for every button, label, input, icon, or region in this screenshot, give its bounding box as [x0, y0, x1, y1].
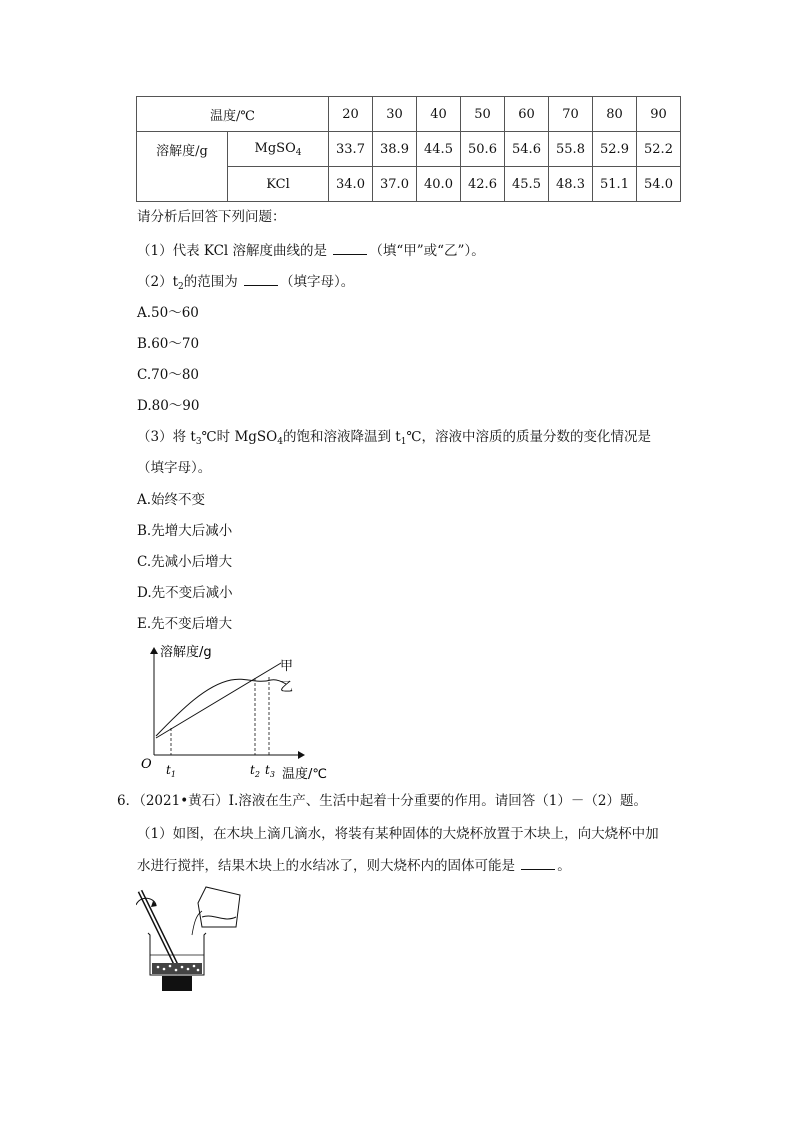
value-cell: 55.8: [549, 132, 593, 167]
solubility-graph: [136, 640, 356, 785]
option-item: D.80～90: [137, 398, 200, 414]
value-cell: 54.0: [637, 167, 681, 202]
temp-cell: 30: [373, 97, 417, 132]
option-item: B.60～70: [137, 336, 200, 352]
question-1: （1）代表 KCl 溶解度曲线的是 （填“甲”或“乙”）。: [137, 240, 485, 261]
curve-jia: [156, 663, 281, 738]
t3-label: $t_3$: [265, 763, 275, 779]
t1-label: $t_1$: [166, 763, 176, 779]
stirring-rod-icon: [140, 891, 180, 973]
question-6-part1: （1）如图，在木块上滴几滴水，将装有某种固体的大烧杯放置于木块上，向大烧杯中加: [137, 826, 659, 842]
option-item: C.70～80: [137, 367, 199, 383]
question-6-part1-cont: 水进行搅拌，结果木块上的水结冰了，则大烧杯内的固体可能是 。: [137, 855, 571, 876]
option-item: A.50～60: [137, 305, 199, 321]
solubility-label: 溶解度/g: [137, 132, 228, 202]
answer-blank[interactable]: [244, 271, 278, 286]
value-cell: 52.2: [637, 132, 681, 167]
value-cell: 37.0: [373, 167, 417, 202]
option-item: B.先增大后减小: [137, 523, 233, 539]
value-cell: 54.6: [505, 132, 549, 167]
value-cell: 40.0: [417, 167, 461, 202]
solubility-table: [136, 96, 681, 202]
graph-xlabel: 温度/℃: [282, 767, 327, 782]
t2-label: $t_2$: [250, 763, 260, 779]
temp-cell: 40: [417, 97, 461, 132]
question-3-cont: （填字母）。: [137, 460, 212, 476]
value-cell: 48.3: [549, 167, 593, 202]
option-item: C.先减小后增大: [137, 554, 233, 570]
table-row: [137, 132, 681, 167]
question-3: （3）将 $t_3℃$时 MgSO$_4$的饱和溶液降温到 $t_1℃$，溶液中溶质的质量分数的变化情况是: [137, 429, 652, 447]
option-item: D.先不变后减小: [137, 585, 233, 601]
row-name-mgso4: MgSO$_4$: [228, 132, 329, 167]
value-cell: 45.5: [505, 167, 549, 202]
temp-cell: 70: [549, 97, 593, 132]
temp-cell: 90: [637, 97, 681, 132]
question-2: $(2)t_2$的范围为 （填字母）。: [137, 271, 354, 297]
temp-cell: 60: [505, 97, 549, 132]
answer-blank[interactable]: [333, 240, 367, 255]
value-cell: 42.6: [461, 167, 505, 202]
value-cell: 44.5: [417, 132, 461, 167]
large-beaker-icon: [148, 933, 206, 975]
temp-header: 温度/℃: [137, 97, 329, 132]
value-cell: 52.9: [593, 132, 637, 167]
row-name-kcl: KCl: [228, 167, 329, 202]
curve-yi: [156, 679, 286, 736]
value-cell: 50.6: [461, 132, 505, 167]
origin-label: O: [141, 757, 152, 772]
question-6: 6．（2021•黄石）Ⅰ.溶液在生产、生活中起着十分重要的作用。请回答（1）－（2）题。: [117, 793, 647, 809]
pouring-beaker-icon: [192, 887, 240, 935]
temp-cell: 20: [329, 97, 373, 132]
temp-cell: 80: [593, 97, 637, 132]
beaker-illustration: [136, 883, 256, 998]
label-jia: 甲: [280, 659, 294, 674]
prompt-text: 请分析后回答下列问题：: [137, 209, 286, 225]
value-cell: 33.7: [329, 132, 373, 167]
value-cell: 34.0: [329, 167, 373, 202]
answer-blank[interactable]: [521, 855, 555, 870]
table-row: [137, 97, 681, 132]
label-yi: 乙: [280, 680, 294, 695]
temp-cell: 50: [461, 97, 505, 132]
option-item: A.始终不变: [137, 492, 206, 508]
value-cell: 51.1: [593, 167, 637, 202]
wood-block-icon: [162, 976, 192, 991]
option-item: E.先不变后增大: [137, 616, 233, 632]
value-cell: 38.9: [373, 132, 417, 167]
graph-ylabel: 溶解度/g: [160, 645, 212, 660]
